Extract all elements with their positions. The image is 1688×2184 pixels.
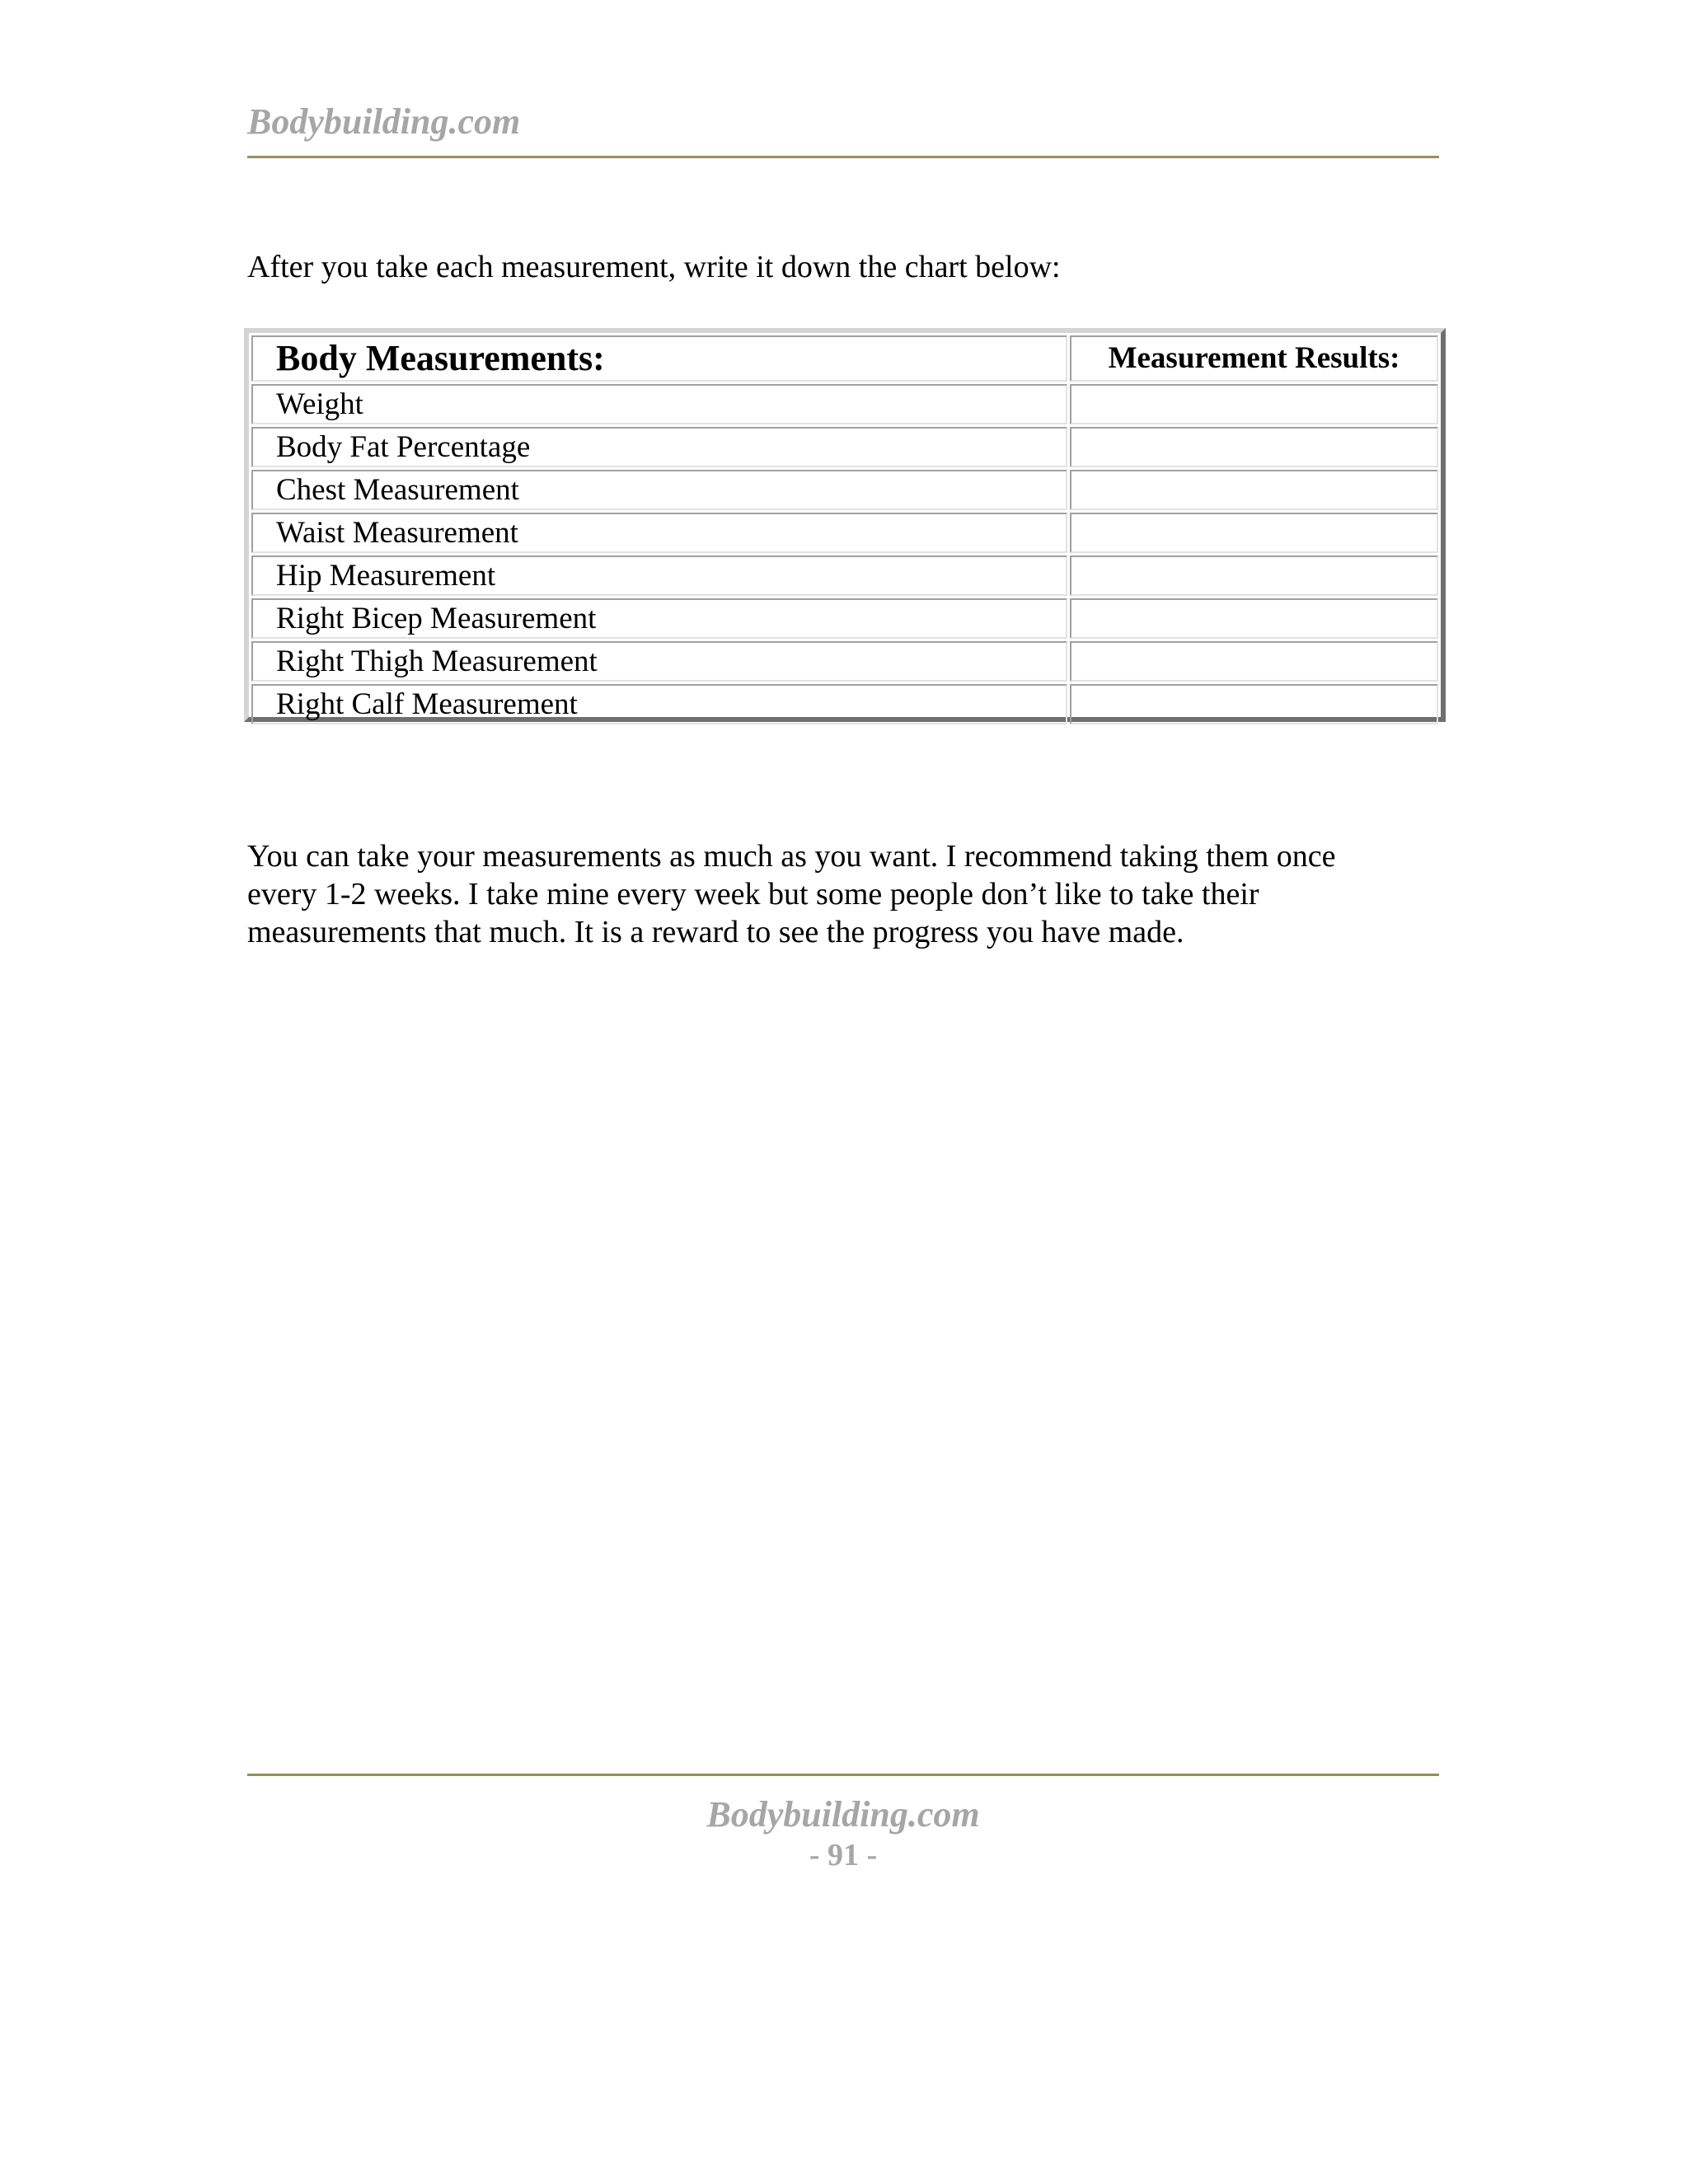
row-value-cell [1070, 598, 1438, 639]
row-label: Waist Measurement [251, 513, 1067, 553]
footer-divider [247, 1774, 1439, 1776]
intro-text: After you take each measurement, write it down the chart below: [247, 250, 1061, 284]
paragraph-line: You can take your measurements as much as you want. I recommend taking them once [247, 839, 1336, 874]
row-label: Chest Measurement [251, 470, 1067, 510]
row-value-cell [1070, 427, 1438, 467]
table-row [251, 684, 1438, 724]
measurements-table [249, 333, 1441, 727]
column-header-measurement-results: Measurement Results: [1070, 335, 1438, 382]
row-label: Hip Measurement [251, 555, 1067, 596]
footer-site-title: Bodybuilding.com [706, 1794, 980, 1835]
row-value-cell [1070, 684, 1438, 724]
table-row [251, 641, 1438, 682]
row-label: Right Calf Measurement [251, 684, 1067, 724]
row-value-cell [1070, 513, 1438, 553]
row-value-cell [1070, 555, 1438, 596]
row-value-cell [1070, 641, 1438, 682]
header-site-title: Bodybuilding.com [247, 101, 521, 142]
table-header-row [251, 335, 1438, 382]
body-paragraph [247, 837, 1451, 951]
table-row [251, 555, 1438, 596]
table-row [251, 427, 1438, 467]
measurements-table-frame [244, 328, 1446, 722]
table-row [251, 513, 1438, 553]
column-header-body-measurements: Body Measurements: [251, 335, 1067, 382]
row-label: Right Bicep Measurement [251, 598, 1067, 639]
table-row [251, 470, 1438, 510]
table-row [251, 384, 1438, 424]
header-divider [247, 156, 1439, 158]
row-label: Body Fat Percentage [251, 427, 1067, 467]
row-value-cell [1070, 470, 1438, 510]
paragraph-line: every 1-2 weeks. I take mine every week but some people don’t like to take their [247, 877, 1259, 912]
table-row [251, 598, 1438, 639]
row-label: Weight [251, 384, 1067, 424]
row-label: Right Thigh Measurement [251, 641, 1067, 682]
page-number: - 91 - [809, 1838, 878, 1872]
row-value-cell [1070, 384, 1438, 424]
paragraph-line: measurements that much. It is a reward to see the progress you have made. [247, 915, 1184, 949]
